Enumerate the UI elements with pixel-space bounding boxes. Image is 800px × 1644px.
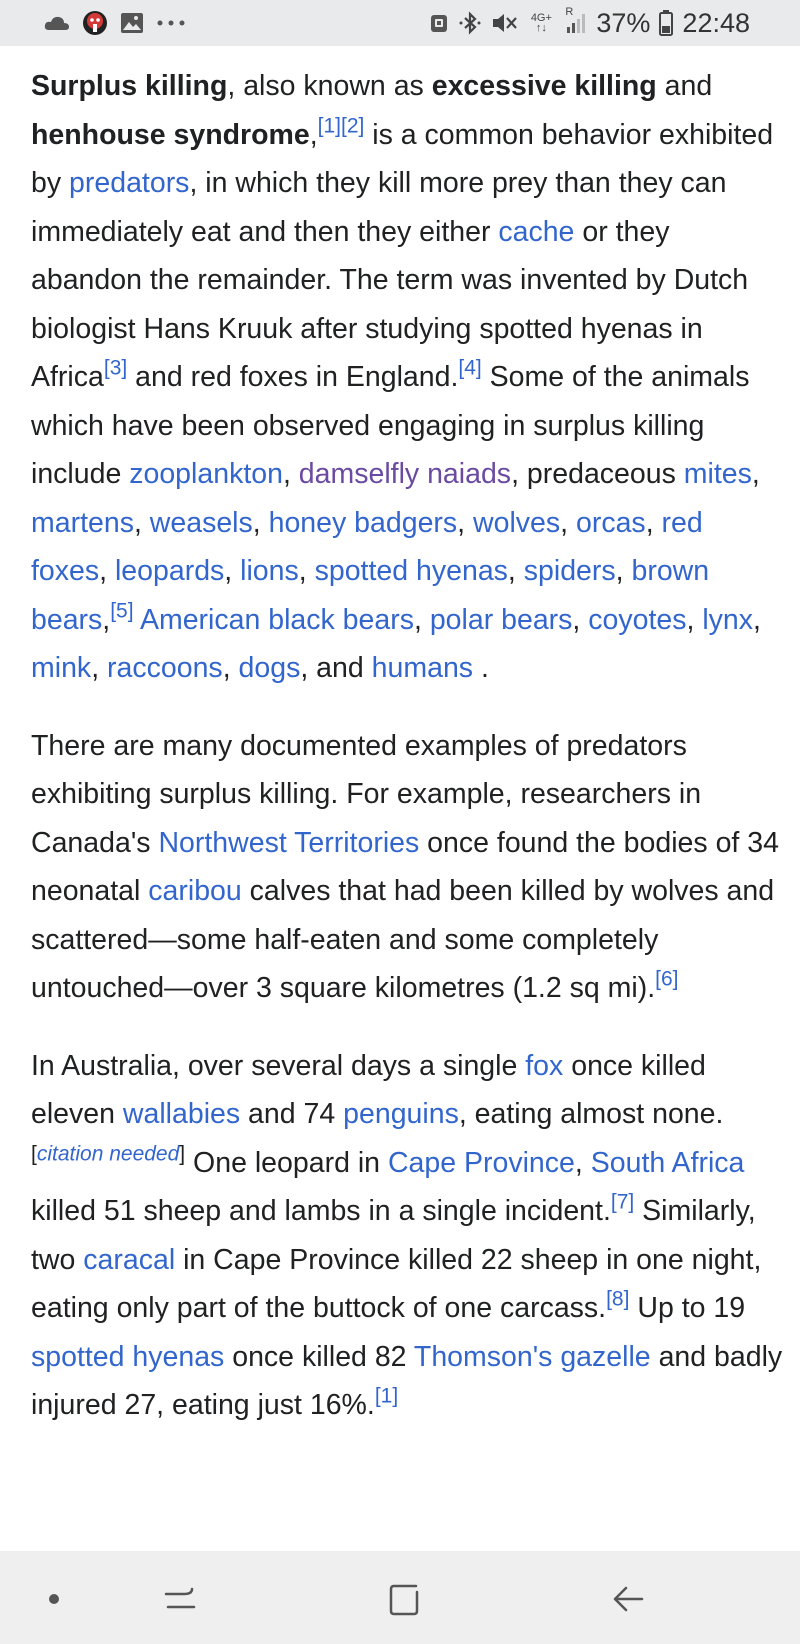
- status-bar-system: [429, 8, 750, 38]
- text: is a common behavior exhibited by: [31, 118, 774, 199]
- status-bar-notifications: [44, 8, 186, 38]
- reference: [606, 1287, 629, 1310]
- link-damselfly-naiads[interactable]: damselfly naiads: [298, 458, 512, 490]
- cloud-icon: [44, 15, 70, 31]
- reference-link-5[interactable]: [5]: [110, 598, 134, 622]
- link-red-foxes[interactable]: red foxes: [31, 506, 703, 587]
- text: ,: [751, 458, 760, 490]
- citation-needed-link[interactable]: citation needed: [36, 1141, 180, 1165]
- reference-link-2[interactable]: [2]: [341, 113, 365, 137]
- text: ,: [102, 603, 111, 636]
- link-cache[interactable]: cache: [498, 215, 575, 248]
- text: once found the bodies of 34 neonatal: [31, 826, 779, 907]
- reference: [458, 356, 481, 379]
- reference: [611, 1190, 634, 1213]
- text: ,: [457, 506, 474, 539]
- link-mink[interactable]: mink: [31, 652, 92, 684]
- clock: 22:48: [682, 7, 750, 38]
- text: ,: [753, 603, 761, 636]
- link-raccoons[interactable]: raccoons: [107, 652, 223, 684]
- link-leopards[interactable]: leopards: [114, 555, 225, 587]
- reference: [104, 356, 127, 379]
- mute-icon: [491, 11, 517, 35]
- text: , predaceous: [511, 458, 684, 490]
- text: ,: [615, 555, 632, 587]
- link-thomsons-gazelle[interactable]: Thomson's gazelle: [413, 1340, 651, 1373]
- link-lions[interactable]: lions: [240, 555, 299, 587]
- more-dots-icon: [156, 19, 186, 27]
- text: and: [656, 70, 713, 102]
- link-caribou[interactable]: caribou: [148, 875, 242, 907]
- text: ,: [282, 458, 299, 490]
- link-northwest-territories[interactable]: Northwest Territories: [158, 826, 420, 859]
- text: .: [473, 652, 489, 684]
- paragraph-australia: [31, 1042, 783, 1430]
- text: ,: [574, 1146, 591, 1179]
- link-brown-bears[interactable]: brown bears: [31, 555, 710, 636]
- paragraph-intro: [31, 62, 783, 693]
- alarm-icon: [429, 12, 449, 34]
- text: ,: [645, 506, 662, 539]
- reference: [318, 114, 365, 137]
- text: Up to 19: [629, 1292, 746, 1324]
- article-content: [31, 62, 783, 1459]
- battery-icon: [659, 10, 673, 36]
- text: ,: [224, 555, 241, 587]
- text: Some of the animals which have been observed engaging in surplus killing include: [31, 361, 750, 490]
- text: ,: [560, 506, 576, 539]
- reference-link-4[interactable]: [4]: [458, 356, 482, 380]
- text: ,: [413, 603, 430, 636]
- reference: [110, 599, 133, 622]
- link-orcas[interactable]: orcas: [575, 506, 646, 539]
- link-lynx[interactable]: lynx: [702, 603, 754, 636]
- data-arrows: ↑↓: [535, 22, 547, 34]
- reference-link-1[interactable]: [1]: [374, 1384, 399, 1408]
- link-wolves[interactable]: wolves: [473, 506, 561, 539]
- text: or they abandon the remainder. The term was invented by Dutch biologist Hans Kruuk after studying spotted hyenas in Africa: [31, 215, 749, 393]
- text: ,: [133, 506, 150, 539]
- reference-link-3[interactable]: [3]: [103, 356, 128, 380]
- reference-link-1[interactable]: [1]: [317, 113, 342, 137]
- link-penguins[interactable]: penguins: [343, 1098, 459, 1130]
- text: ,: [507, 555, 524, 587]
- text: , also known as: [227, 70, 432, 102]
- text: killed 51 sheep and lambs in a single incident.: [31, 1195, 611, 1227]
- text: once killed 82: [224, 1340, 414, 1373]
- back-arrow-icon[interactable]: [598, 1569, 658, 1629]
- bold-term: excessive killing: [431, 70, 657, 102]
- text: ,: [252, 506, 269, 539]
- text: ,: [91, 652, 108, 684]
- text: and 74: [240, 1098, 344, 1130]
- link-humans[interactable]: humans: [371, 652, 474, 684]
- text: once killed eleven: [31, 1049, 706, 1130]
- reference: [375, 1384, 398, 1407]
- text: ,: [298, 555, 315, 587]
- battery-percent: 37%: [596, 7, 651, 38]
- link-south-africa[interactable]: South Africa: [590, 1146, 745, 1179]
- menu-lines-icon[interactable]: [150, 1569, 210, 1629]
- image-icon: [120, 12, 144, 34]
- navigation-bar: [0, 1551, 800, 1644]
- text: in Cape Province killed 22 sheep in one night, eating only part of the buttock of one carcass.: [31, 1243, 762, 1324]
- reference-link-6[interactable]: [6]: [655, 967, 679, 991]
- link-caracal[interactable]: caracal: [83, 1243, 176, 1276]
- text: ,: [686, 603, 703, 636]
- bracket: ]: [179, 1141, 186, 1165]
- text: , in which they kill more prey than they can immediately eat and then they either: [31, 167, 727, 248]
- text: calves that had been killed by wolves and scattered—some half-eaten and some completely untouched—over 3 square kilometres (1.2 sq mi).: [31, 875, 775, 1004]
- reference-link-7[interactable]: [7]: [610, 1190, 635, 1214]
- reference: [655, 967, 678, 990]
- link-american-black-bears[interactable]: American black bears: [139, 603, 414, 636]
- text: , eating almost none.: [458, 1098, 724, 1130]
- bluetooth-icon: [458, 11, 482, 35]
- link-cape-province[interactable]: Cape Province: [387, 1146, 575, 1179]
- text: and badly injured 27, eating just 16%.: [31, 1340, 783, 1421]
- text: ,: [222, 652, 239, 684]
- text: ,: [309, 118, 318, 151]
- text: and red foxes in England.: [127, 361, 459, 393]
- mobile-data-icon: [526, 13, 556, 33]
- link-wallabies[interactable]: wallabies: [122, 1098, 241, 1130]
- link-polar-bears[interactable]: polar bears: [429, 603, 573, 636]
- link-spotted-hyenas[interactable]: spotted hyenas: [31, 1340, 225, 1373]
- text: There are many documented examples of predators exhibiting surplus killing. For example, researchers in Canada's: [31, 729, 702, 859]
- text: In Australia, over several days a single: [31, 1049, 526, 1082]
- signal-icon: [565, 6, 587, 35]
- text: , and: [300, 652, 372, 684]
- network-type-label: 4G+: [530, 12, 552, 24]
- recents-dot-icon[interactable]: [24, 1569, 84, 1629]
- text: ,: [572, 603, 589, 636]
- ladybug-app-icon: [82, 10, 108, 36]
- link-fox[interactable]: fox: [525, 1049, 564, 1082]
- link-weasels[interactable]: weasels: [149, 506, 253, 539]
- reference-link-8[interactable]: [8]: [606, 1287, 630, 1311]
- link-dogs[interactable]: dogs: [238, 652, 301, 684]
- status-bar: [0, 0, 800, 46]
- link-mites[interactable]: mites: [683, 458, 752, 490]
- paragraph-examples: [31, 722, 783, 1013]
- bold-term: henhouse syndrome: [31, 118, 310, 151]
- home-square-icon[interactable]: [374, 1569, 434, 1629]
- roaming-label: R: [565, 6, 574, 18]
- link-spiders[interactable]: spiders: [523, 555, 616, 587]
- link-spotted-hyenas[interactable]: spotted hyenas: [314, 555, 508, 587]
- bold-term: Surplus killing: [31, 70, 228, 102]
- link-coyotes[interactable]: coyotes: [588, 603, 687, 636]
- link-martens[interactable]: martens: [31, 506, 134, 539]
- text: One leopard in: [185, 1146, 388, 1179]
- text: Similarly, two: [31, 1195, 756, 1276]
- text: ,: [99, 555, 115, 587]
- link-zooplankton[interactable]: zooplankton: [129, 458, 283, 490]
- bracket: [: [31, 1141, 37, 1165]
- link-predators[interactable]: predators: [69, 167, 190, 199]
- link-honey-badgers[interactable]: honey badgers: [268, 506, 458, 539]
- citation-needed: [31, 1142, 185, 1165]
